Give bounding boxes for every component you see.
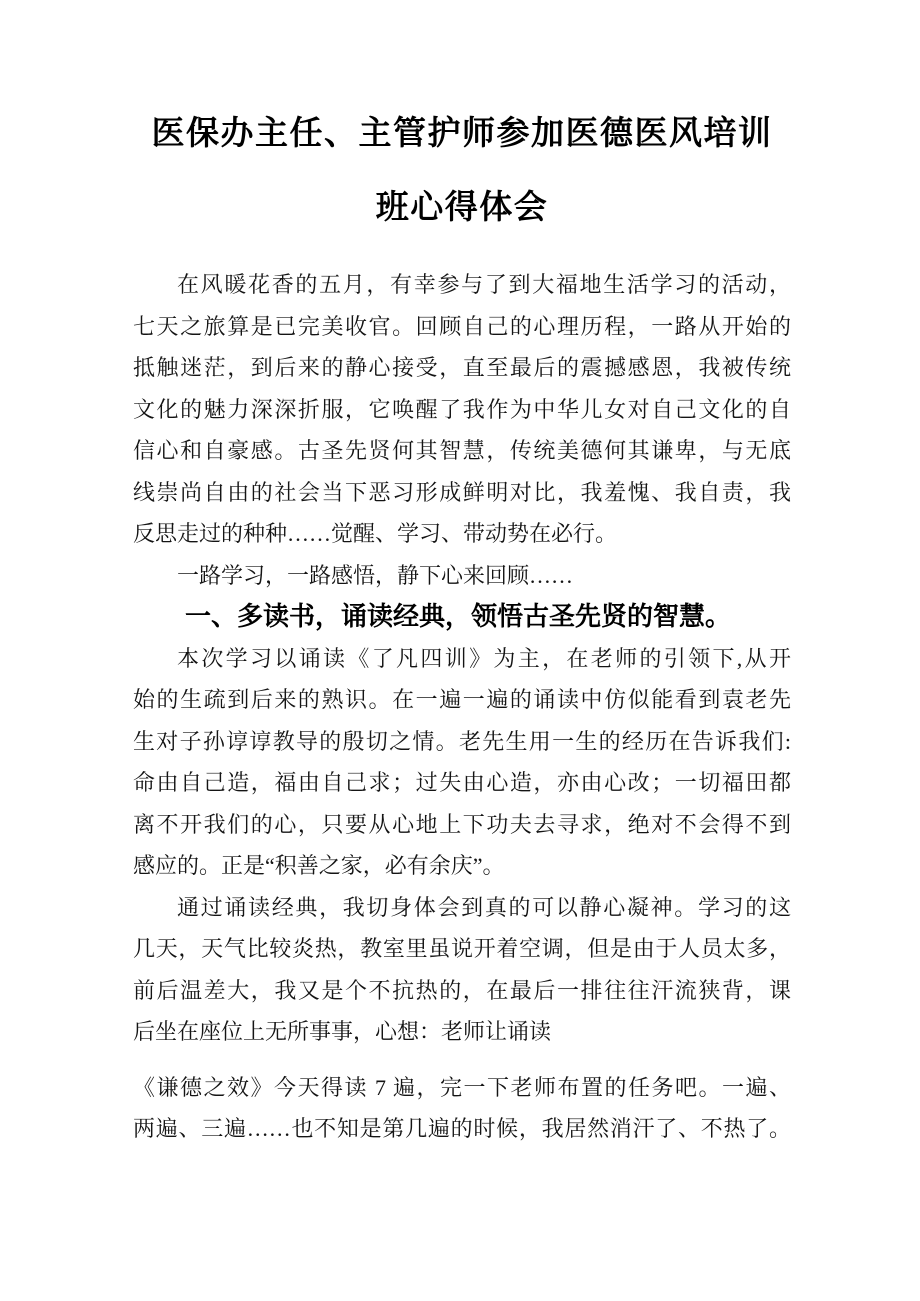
title-line-2: 班心得体会 <box>375 188 549 225</box>
paragraph-1 <box>133 264 791 555</box>
paragraph-2 <box>133 555 791 597</box>
text-line: 通过诵读经典，我切身体会到真的可以静心凝神。学习的这 <box>177 894 791 920</box>
paragraph-3 <box>133 638 791 887</box>
text-line: 始的生疏到后来的熟识。在一遍一遍的诵读中仿似能看到袁老先 <box>133 687 791 712</box>
document-body <box>133 264 791 1150</box>
text-line: 几天，天气比较炎热，教室里虽说开着空调，但是由于人员太多， <box>133 936 791 961</box>
paragraph-5 <box>133 1067 791 1150</box>
text-line: 《谦德之效》今天得读 7 遍，完一下老师布置的任务吧。一遍、 <box>133 1074 791 1100</box>
text-line: 前后温差大，我又是个不抗热的，在最后一排往往汗流狭背，课 <box>133 977 791 1003</box>
text-line: 信心和自豪感。古圣先贤何其智慧，传统美德何其谦卑，与无底 <box>133 438 791 463</box>
text-line: 本次学习以诵读《了凡四训》为主，在老师的引领下,从开 <box>177 645 791 671</box>
text-line: 反思走过的种种……觉醒、学习、带动势在必行。 <box>133 521 618 546</box>
text-line: 两遍、三遍……也不知是第几遍的时候，我居然消汗了、不热了。 <box>133 1116 791 1141</box>
text-line: 文化的魅力深深折服，它唤醒了我作为中华儿女对自己文化的自 <box>133 396 791 422</box>
section-heading-1 <box>133 596 791 638</box>
heading-line: 一、多读书，诵读经典，领悟古圣先贤的智慧。 <box>185 601 732 631</box>
paragraph-4 <box>133 887 791 1053</box>
text-line: 命由自己造，福由自己求；过失由心造，亦由心改；一切福田都 <box>133 770 791 795</box>
text-line: 抵触迷茫，到后来的静心接受，直至最后的震撼感恩，我被传统 <box>133 355 791 380</box>
text-line: 在风暖花香的五月，有幸参与了到大福地生活学习的活动， <box>177 272 791 297</box>
text-line: 后坐在座位上无所事事，心想：老师让诵读 <box>133 1019 552 1044</box>
document-content <box>133 96 791 1150</box>
text-line: 线崇尚自由的社会当下恶习形成鲜明对比，我羞愧、我自责，我 <box>133 479 791 505</box>
text-line: 七天之旅算是已完美收官。回顾自己的心理历程，一路从开始的 <box>133 313 791 339</box>
text-line: 离不开我们的心，只要从心地上下功夫去寻求，绝对不会得不到 <box>133 811 791 837</box>
title-line-1: 医保办主任、主管护师参加医德医风培训 <box>151 114 773 151</box>
text-line: 感应的。正是“积善之家，必有余庆”。 <box>133 853 505 878</box>
text-line: 一路学习，一路感悟，静下心来回顾…… <box>177 562 574 588</box>
text-line: 生对子孙谆谆教导的殷切之情。老先生用一生的经历在告诉我们: <box>133 728 791 754</box>
document-title <box>133 96 791 244</box>
